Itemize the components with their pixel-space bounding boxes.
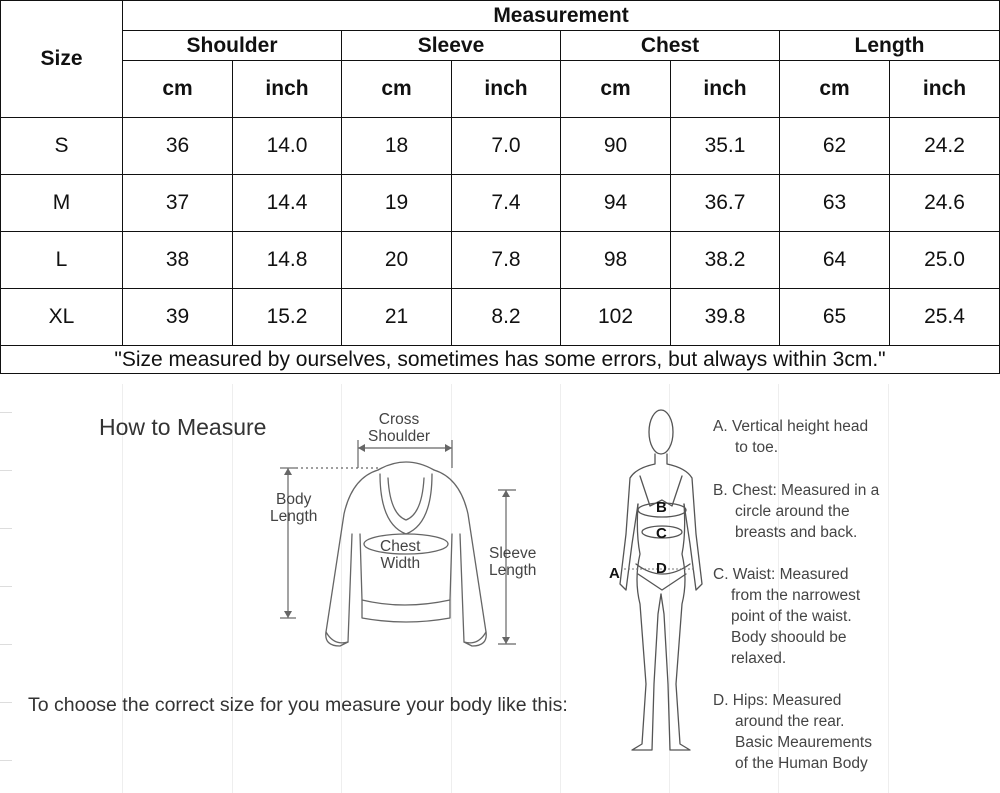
value-cell: 21 bbox=[342, 289, 452, 346]
value-cell: 38.2 bbox=[671, 232, 780, 289]
legend-line: around the rear. bbox=[735, 713, 845, 730]
unit-header: inch bbox=[890, 61, 1000, 118]
value-cell: 25.0 bbox=[890, 232, 1000, 289]
value-cell: 39.8 bbox=[671, 289, 780, 346]
value-cell: 25.4 bbox=[890, 289, 1000, 346]
value-cell: 7.4 bbox=[452, 175, 561, 232]
measurement-header: Measurement bbox=[123, 1, 1000, 31]
cross-shoulder-label-line: Shoulder bbox=[368, 428, 431, 445]
value-cell: 64 bbox=[780, 232, 890, 289]
value-cell: 18 bbox=[342, 118, 452, 175]
group-header-chest: Chest bbox=[561, 31, 780, 61]
value-cell: 65 bbox=[780, 289, 890, 346]
value-cell: 35.1 bbox=[671, 118, 780, 175]
legend-b bbox=[713, 480, 879, 543]
how-to-measure-title: How to Measure bbox=[99, 414, 267, 440]
table-row bbox=[1, 118, 1000, 175]
value-cell: 37 bbox=[123, 175, 233, 232]
body-length-label-line: Body bbox=[276, 491, 312, 508]
chest-width-label-line: Width bbox=[380, 555, 421, 572]
legend-line: Body shoould be bbox=[731, 629, 847, 646]
value-cell: 7.8 bbox=[452, 232, 561, 289]
legend-d bbox=[713, 690, 872, 774]
size-cell: L bbox=[1, 232, 123, 289]
value-cell: 14.8 bbox=[233, 232, 342, 289]
legend-line: D. Hips: Measured bbox=[713, 692, 842, 709]
unit-header: cm bbox=[780, 61, 890, 118]
table-row bbox=[1, 289, 1000, 346]
value-cell: 38 bbox=[123, 232, 233, 289]
legend-line: C. Waist: Measured bbox=[713, 566, 849, 583]
group-header-shoulder: Shoulder bbox=[123, 31, 342, 61]
unit-header: inch bbox=[233, 61, 342, 118]
legend-c bbox=[713, 564, 860, 669]
table-row bbox=[1, 232, 1000, 289]
legend-line: relaxed. bbox=[731, 650, 787, 667]
legend-line: from the narrowest bbox=[731, 587, 861, 604]
table-row bbox=[1, 175, 1000, 232]
size-cell: XL bbox=[1, 289, 123, 346]
value-cell: 19 bbox=[342, 175, 452, 232]
value-cell: 36 bbox=[123, 118, 233, 175]
value-cell: 15.2 bbox=[233, 289, 342, 346]
legend-line: B. Chest: Measured in a bbox=[713, 482, 880, 499]
body-point-b: B bbox=[656, 499, 667, 516]
unit-header: cm bbox=[123, 61, 233, 118]
unit-header: cm bbox=[561, 61, 671, 118]
body-point-d: D bbox=[656, 560, 667, 577]
value-cell: 62 bbox=[780, 118, 890, 175]
value-cell: 102 bbox=[561, 289, 671, 346]
value-cell: 98 bbox=[561, 232, 671, 289]
size-chart-table bbox=[0, 0, 1000, 374]
unit-header: inch bbox=[671, 61, 780, 118]
value-cell: 7.0 bbox=[452, 118, 561, 175]
legend-line: Basic Meaurements bbox=[735, 734, 872, 751]
legend-a bbox=[713, 416, 868, 458]
value-cell: 14.0 bbox=[233, 118, 342, 175]
chest-width-label-line: Chest bbox=[380, 538, 421, 555]
unit-header: cm bbox=[342, 61, 452, 118]
sleeve-length-label-line: Sleeve bbox=[489, 545, 537, 562]
value-cell: 39 bbox=[123, 289, 233, 346]
cross-shoulder-label-line: Cross bbox=[378, 411, 420, 428]
value-cell: 90 bbox=[561, 118, 671, 175]
legend-line: breasts and back. bbox=[735, 524, 858, 541]
body-length-label-line: Length bbox=[270, 508, 318, 525]
value-cell: 36.7 bbox=[671, 175, 780, 232]
group-header-sleeve: Sleeve bbox=[342, 31, 561, 61]
legend-line: A. Vertical height head bbox=[713, 418, 869, 435]
legend-line: to toe. bbox=[735, 439, 779, 456]
value-cell: 8.2 bbox=[452, 289, 561, 346]
size-column-header: Size bbox=[1, 1, 123, 118]
measuring-guide bbox=[0, 384, 1000, 793]
legend-line: of the Human Body bbox=[735, 755, 868, 772]
value-cell: 94 bbox=[561, 175, 671, 232]
measure-instruction: To choose the correct size for you measure your body like this: bbox=[28, 694, 568, 716]
body-point-c: C bbox=[656, 525, 667, 542]
sleeve-length-label-line: Length bbox=[489, 562, 537, 579]
size-cell: S bbox=[1, 118, 123, 175]
value-cell: 14.4 bbox=[233, 175, 342, 232]
measurement-note: "Size measured by ourselves, sometimes has some errors, but always within 3cm." bbox=[1, 346, 1000, 374]
group-header-length: Length bbox=[780, 31, 1000, 61]
value-cell: 24.6 bbox=[890, 175, 1000, 232]
legend-line: point of the waist. bbox=[731, 608, 852, 625]
value-cell: 20 bbox=[342, 232, 452, 289]
size-cell: M bbox=[1, 175, 123, 232]
value-cell: 63 bbox=[780, 175, 890, 232]
legend-line: circle around the bbox=[735, 503, 850, 520]
value-cell: 24.2 bbox=[890, 118, 1000, 175]
body-point-a: A bbox=[609, 565, 620, 582]
unit-header: inch bbox=[452, 61, 561, 118]
